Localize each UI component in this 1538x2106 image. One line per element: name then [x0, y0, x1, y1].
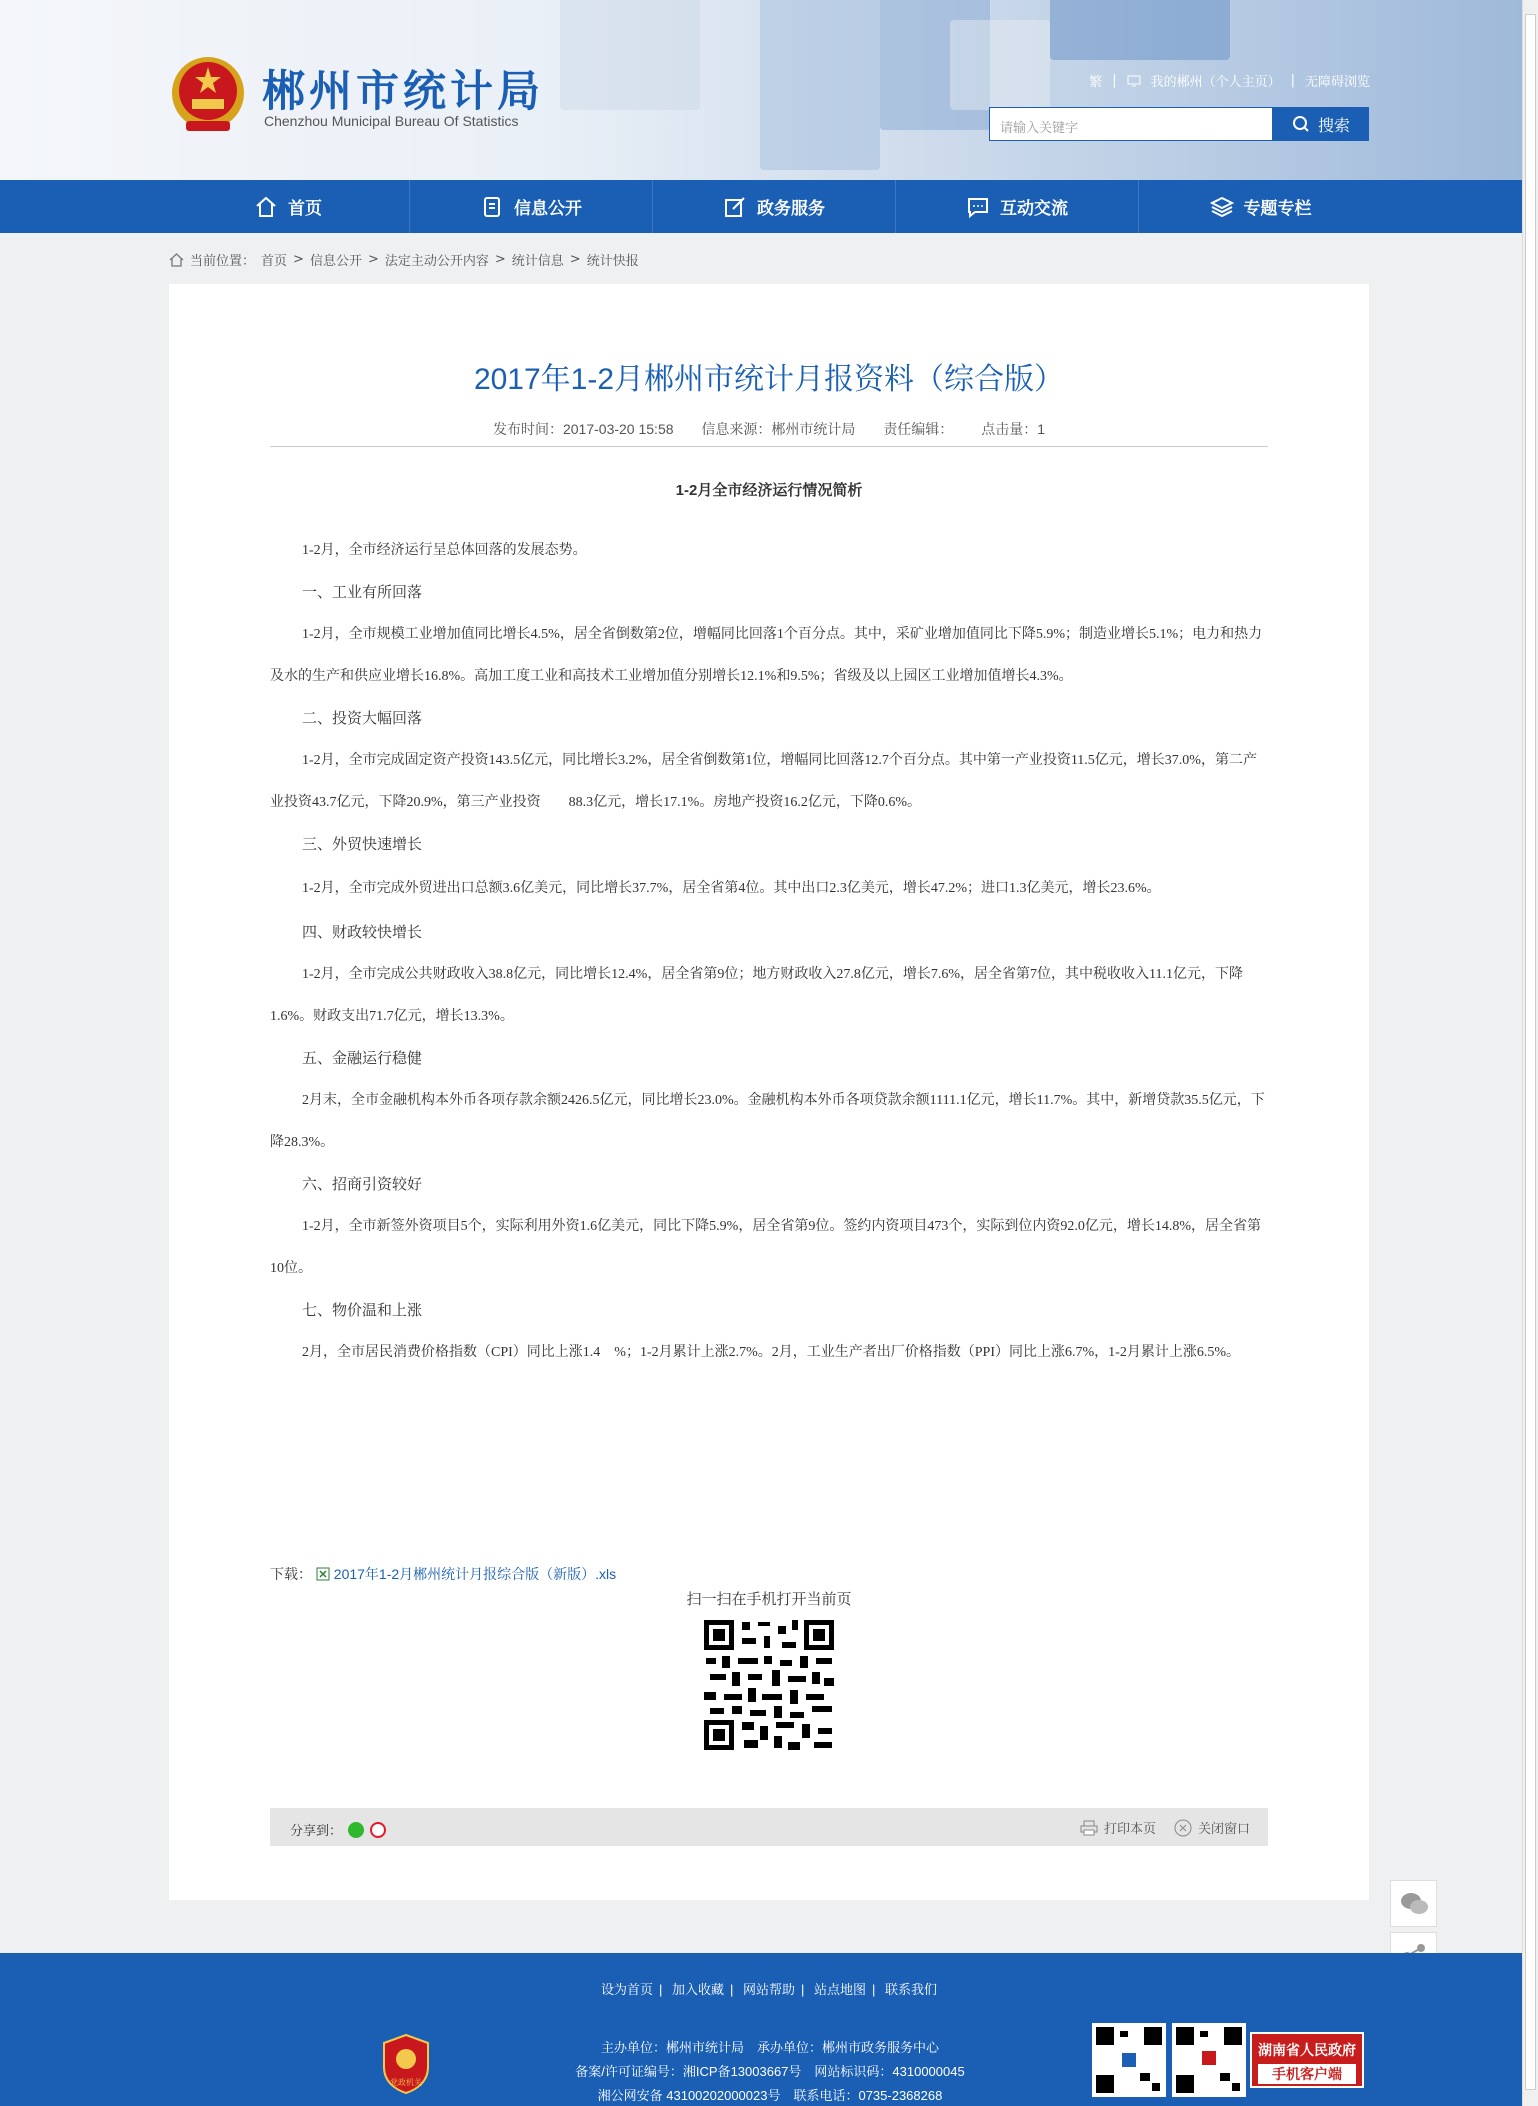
article-meta	[169, 419, 1369, 439]
section-heading: 二、投资大幅回落	[302, 710, 423, 727]
scrollbar-thumb[interactable]	[1525, 14, 1536, 2090]
footer-link-homepage[interactable]: 设为首页	[600, 1982, 653, 1997]
footer-link-bookmark[interactable]: 加入收藏	[671, 1982, 724, 1997]
float-wechat-button[interactable]	[1390, 1880, 1437, 1927]
paragraph: 1-2月，全市经济运行呈总体回落的发展态势。	[302, 543, 587, 558]
footer-link-help[interactable]: 网站帮助	[742, 1982, 795, 1997]
footer-info	[535, 2036, 1005, 2106]
editor: 责任编辑：	[883, 421, 954, 437]
home-icon	[169, 253, 184, 267]
main-nav	[0, 180, 1522, 233]
footer-qr-code-2	[1172, 2023, 1246, 2097]
nav-item-home[interactable]	[167, 180, 410, 233]
section-heading: 七、物价温和上涨	[302, 1302, 423, 1319]
section-heading: 六、招商引资较好	[302, 1176, 423, 1193]
footer-link-sitemap[interactable]: 站点地图	[814, 1982, 867, 1997]
divider	[270, 446, 1268, 447]
nav-item-services[interactable]	[653, 180, 896, 233]
site-header	[0, 0, 1522, 180]
gov-line1: 湖南省人民政府	[1258, 2042, 1356, 2058]
top-links	[1089, 71, 1370, 90]
close-label: 关闭窗口	[1197, 1821, 1250, 1836]
close-window-button[interactable]	[1174, 1818, 1250, 1837]
weibo-share-icon[interactable]	[370, 1822, 386, 1838]
chat-icon	[966, 195, 990, 219]
wechat-icon	[1399, 1891, 1429, 1917]
search-button-label: 搜索	[1317, 115, 1350, 135]
site-title[interactable]: 郴州市统计局	[262, 67, 544, 117]
breadcrumb-separator: >	[494, 252, 506, 267]
hunan-gov-app-link[interactable]	[1250, 2032, 1364, 2088]
section-heading: 一、工业有所回落	[302, 584, 423, 601]
excel-file-icon	[316, 1567, 330, 1581]
breadcrumb-prefix: 当前位置：	[190, 254, 256, 269]
nav-item-topics[interactable]	[1139, 180, 1382, 233]
print-label: 打印本页	[1103, 1821, 1156, 1836]
article-body	[270, 479, 1268, 1374]
article-card	[169, 284, 1369, 1900]
breadcrumb-stats[interactable]: 统计信息	[511, 254, 564, 269]
site-subtitle: Chenzhou Municipal Bureau Of Statistics	[264, 113, 519, 129]
share-bar	[270, 1808, 1268, 1846]
breadcrumb-flash[interactable]: 统计快报	[586, 254, 639, 269]
download-row	[270, 1564, 616, 1584]
gov-line2: 手机客户端	[1258, 2064, 1356, 2084]
breadcrumb-info[interactable]: 信息公开	[309, 254, 362, 269]
footer-icp: 备案/许可证编号：湘ICP备13003667号 网站标识码：4310000045	[575, 2064, 965, 2079]
footer-link-contact[interactable]: 联系我们	[885, 1982, 938, 1997]
paragraph: 1-2月，全市完成外贸进出口总额3.6亿美元，同比增长37.7%，居全省第4位。其中出口2.3亿美元，增长47.2%；进口1.3亿美元，增长23.6%。	[302, 881, 1161, 896]
section-heading: 五、金融运行稳健	[302, 1050, 423, 1067]
paragraph: 1-2月，全市完成固定资产投资143.5亿元，同比增长3.2%，居全省倒数第1位，增幅同比回落12.7个百分点。其中第一产业投资11.5亿元，增长37.0%，第二产业投资43.7亿元，下降20.9%，第三产业投资 88.3亿元，增长17.1%。房地产投资16.2亿元，下降0.6%。	[270, 753, 1257, 810]
home-icon	[254, 195, 278, 219]
header-decoration	[560, 0, 700, 110]
layers-icon	[1210, 195, 1234, 219]
article-subhead: 1-2月全市经济运行情况简析	[675, 482, 863, 499]
breadcrumb-separator: >	[569, 252, 581, 267]
info-source: 信息来源：郴州市统计局	[701, 421, 856, 437]
paragraph: 2月，全市居民消费价格指数（CPI）同比上涨1.4 %；1-2月累计上涨2.7%。2月，工业生产者出厂价格指数（PPI）同比上涨6.7%，1-2月累计上涨6.5%。	[302, 1345, 1240, 1360]
breadcrumb	[169, 250, 639, 269]
breadcrumb-home[interactable]: 首页	[261, 254, 288, 269]
footer-qr-code-1	[1092, 2023, 1166, 2097]
qr-caption: 扫一扫在手机打开当前页	[686, 1591, 852, 1608]
header-decoration	[950, 20, 1050, 110]
breadcrumb-statutory[interactable]: 法定主动公开内容	[384, 254, 489, 269]
header-decoration	[1050, 0, 1230, 60]
section-heading: 三、外贸快速增长	[302, 836, 423, 853]
nav-label: 互动交流	[1000, 199, 1068, 219]
badge-label: 党政机关	[390, 2078, 422, 2087]
paragraph: 1-2月，全市完成公共财政收入38.8亿元，同比增长12.4%，居全省第9位；地方财政收入27.8亿元，增长7.6%，居全省第7位，其中税收收入11.1亿元，下降1.6%。财政支出71.7亿元，增长13.3%。	[270, 967, 1243, 1024]
traditional-chinese-link[interactable]: 繁	[1089, 75, 1103, 90]
search-button[interactable]	[1273, 107, 1369, 141]
accessibility-link[interactable]: 无障碍浏览	[1304, 75, 1370, 90]
nav-item-interaction[interactable]	[896, 180, 1139, 233]
click-count: 点击量：1	[981, 421, 1045, 437]
search-icon	[1292, 115, 1310, 133]
page-qr-code	[702, 1618, 836, 1752]
header-decoration	[760, 0, 880, 170]
footer-police: 湘公网安备 43100202000023号 联系电话：0735-2368268	[597, 2088, 943, 2103]
paragraph: 1-2月，全市规模工业增加值同比增长4.5%，居全省倒数第2位，增幅同比回落1个百分点。其中，采矿业增加值同比下降5.9%；制造业增长5.1%；电力和热力及水的生产和供应业增长16.8%。高加工度工业和高技术工业增加值分别增长12.1%和9.5%；省级及以上园区工业增加值增长4.3%。	[270, 627, 1263, 684]
nav-label: 专题专栏	[1243, 199, 1312, 219]
footer-links: 设为首页 | 加入收藏 | 网站帮助 | 站点地图 | 联系我们	[600, 1982, 938, 1997]
printer-icon	[1080, 1820, 1098, 1836]
share-group	[290, 1820, 386, 1839]
footer-sponsor: 主办单位：郴州市统计局 承办单位：郴州市政务服务中心	[600, 2040, 939, 2055]
separator: |	[1290, 73, 1295, 88]
download-label: 下载：	[270, 1566, 312, 1582]
separator: |	[1112, 73, 1117, 88]
party-govt-badge-icon[interactable]	[380, 2033, 432, 2095]
page-actions	[1080, 1818, 1250, 1837]
download-file-link[interactable]: 2017年1-2月郴州统计月报综合版（新版）.xls	[333, 1566, 617, 1582]
document-icon	[480, 195, 504, 219]
my-chenzhou-link[interactable]: 我的郴州（个人主页）	[1150, 75, 1281, 90]
print-button[interactable]	[1080, 1818, 1156, 1837]
share-label: 分享到：	[290, 1823, 343, 1838]
national-emblem-icon	[170, 55, 246, 135]
section-heading: 四、财政较快增长	[302, 924, 423, 941]
nav-item-info[interactable]	[410, 180, 653, 233]
site-footer	[0, 1953, 1522, 2106]
edit-icon	[723, 195, 747, 219]
monitor-icon	[1127, 75, 1141, 87]
vertical-scrollbar[interactable]	[1522, 0, 1538, 2106]
paragraph: 1-2月，全市新签外资项目5个，实际利用外资1.6亿美元，同比下降5.9%，居全省第9位。签约内资项目473个，实际到位内资92.0亿元，增长14.8%，居全省第10位。	[270, 1219, 1261, 1276]
breadcrumb-separator: >	[367, 252, 379, 267]
breadcrumb-separator: >	[293, 252, 304, 267]
paragraph: 2月末，全市金融机构本外币各项存款余额2426.5亿元，同比增长23.0%。金融机构本外币各项贷款余额1111.1亿元，增长11.7%。其中，新增贷款35.5亿元，下降28.3%。	[270, 1093, 1265, 1150]
wechat-share-icon[interactable]	[348, 1822, 364, 1838]
search-input[interactable]: 请输入关键字	[989, 107, 1273, 141]
nav-label: 政务服务	[757, 199, 825, 219]
article-title: 2017年1-2月郴州市统计月报资料（综合版）	[473, 363, 1065, 396]
nav-label: 首页	[288, 199, 322, 219]
close-icon	[1174, 1819, 1192, 1837]
nav-label: 信息公开	[514, 199, 582, 219]
publish-time: 发布时间：2017-03-20 15:58	[492, 421, 674, 437]
